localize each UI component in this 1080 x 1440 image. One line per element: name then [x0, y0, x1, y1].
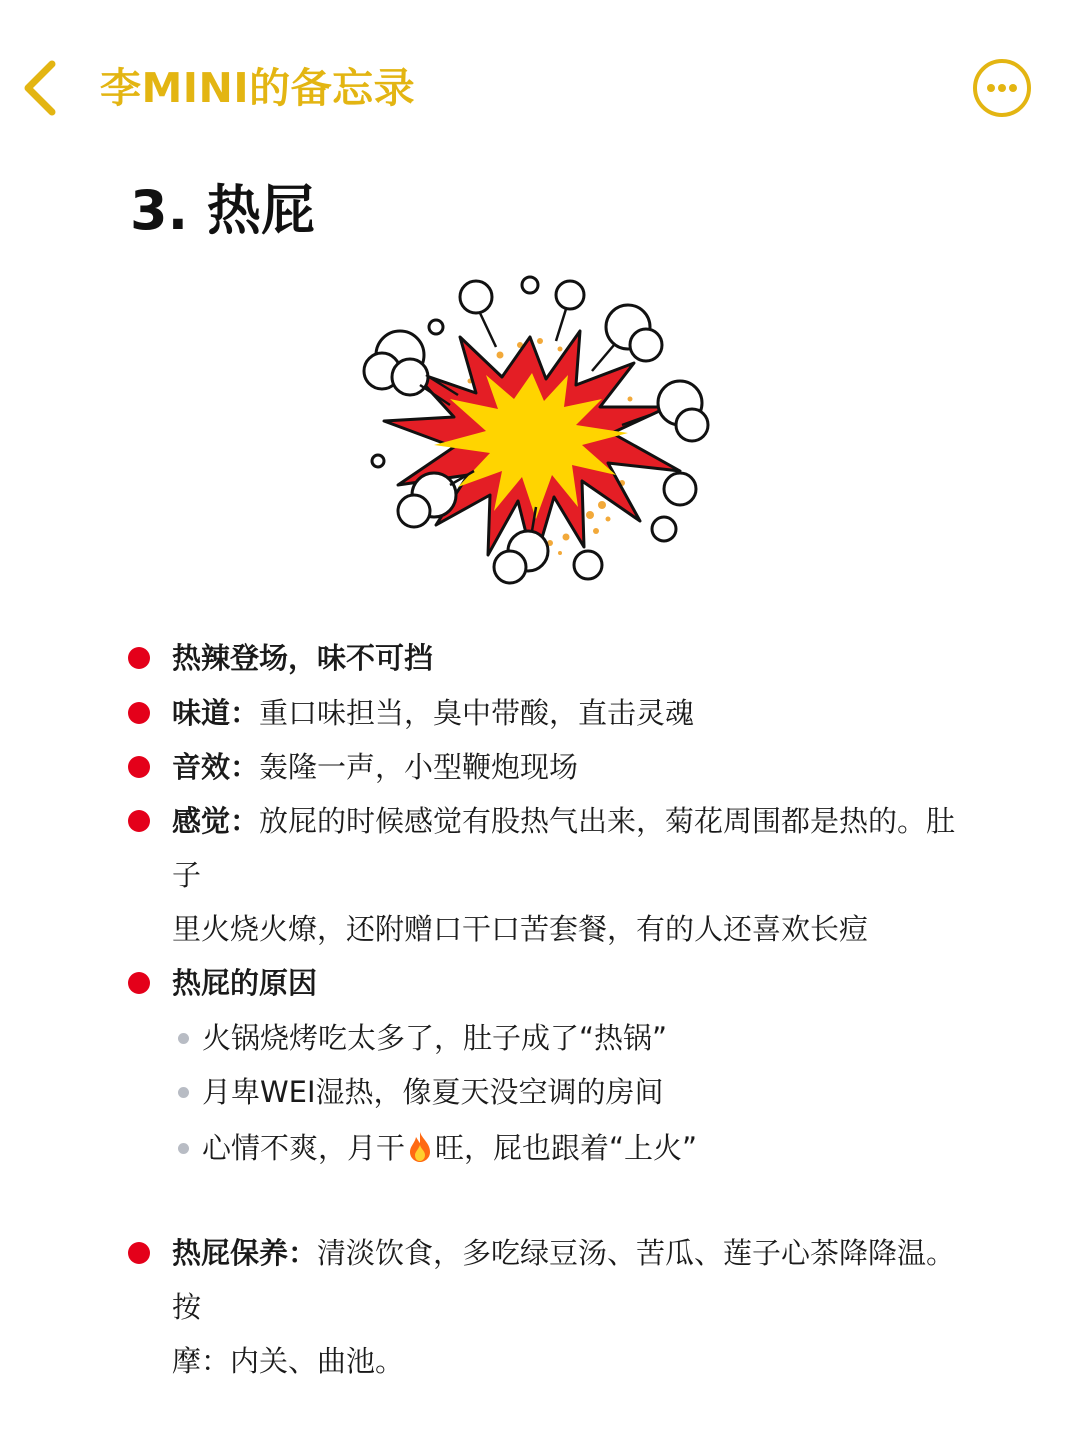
- cause-text: 月卑WEI湿热，像夏天没空调的房间: [202, 1075, 664, 1109]
- explosion-burst-image: [350, 275, 710, 605]
- bullet-title: 热辣登场，味不可挡: [172, 641, 434, 675]
- bullet-text: 重口味担当，臭中带酸，直击灵魂: [259, 696, 695, 730]
- causes-title: 热屁的原因: [172, 966, 318, 1000]
- cause-item: [178, 1120, 978, 1176]
- cause-item: [178, 1010, 978, 1066]
- list-item: [128, 686, 978, 740]
- cause-text: 心情不爽，月干: [202, 1131, 406, 1165]
- cause-item: [178, 1064, 978, 1120]
- gray-bullet-icon: [178, 1087, 189, 1098]
- care-label: 热屁保养：: [172, 1236, 318, 1270]
- red-bullet-icon: [128, 702, 150, 724]
- red-bullet-icon: [128, 972, 150, 994]
- bullet-text: 放屁的时候感觉有股热气出来，菊花周围都是热的。肚子: [172, 804, 956, 892]
- red-bullet-icon: [128, 810, 150, 832]
- cause-text: 火锅烧烤吃太多了，肚子成了“热锅”: [202, 1021, 668, 1055]
- list-item: [128, 740, 978, 794]
- bullet-label: 音效：: [172, 750, 260, 784]
- fire-icon: [406, 1131, 434, 1163]
- gray-bullet-icon: [178, 1033, 189, 1044]
- red-bullet-icon: [128, 756, 150, 778]
- bullet-label: 味道：: [172, 696, 260, 730]
- page-heading: 3. 热屁: [130, 179, 315, 242]
- causes-section-title: [128, 956, 978, 1010]
- bullet-text: 轰隆一声，小型鞭炮现场: [259, 750, 579, 784]
- explosion-illustration: [350, 275, 710, 605]
- chevron-left-icon: [18, 58, 68, 118]
- top-bar: [0, 0, 1080, 175]
- gray-bullet-icon: [178, 1143, 189, 1154]
- care-text-continued: 摩：内关、曲池。: [172, 1344, 405, 1378]
- list-item: [128, 794, 978, 946]
- more-button[interactable]: [972, 58, 1032, 118]
- care-item: [128, 1226, 978, 1378]
- list-item: [128, 631, 978, 685]
- app-title: 李MINI的备忘录: [100, 64, 416, 112]
- bullet-label: 感觉：: [172, 804, 260, 838]
- back-button[interactable]: [18, 58, 68, 118]
- care-text: 清淡饮食，多吃绿豆汤、苦瓜、莲子心茶降降温。按: [172, 1236, 956, 1324]
- red-bullet-icon: [128, 647, 150, 669]
- bullet-text-continued: 里火烧火燎，还附赠口干口苦套餐，有的人还喜欢长痘: [172, 912, 869, 946]
- cause-text-continued: 旺，屁也跟着“上火”: [435, 1131, 698, 1165]
- more-dots-icon: [972, 58, 1032, 118]
- red-bullet-icon: [128, 1242, 150, 1264]
